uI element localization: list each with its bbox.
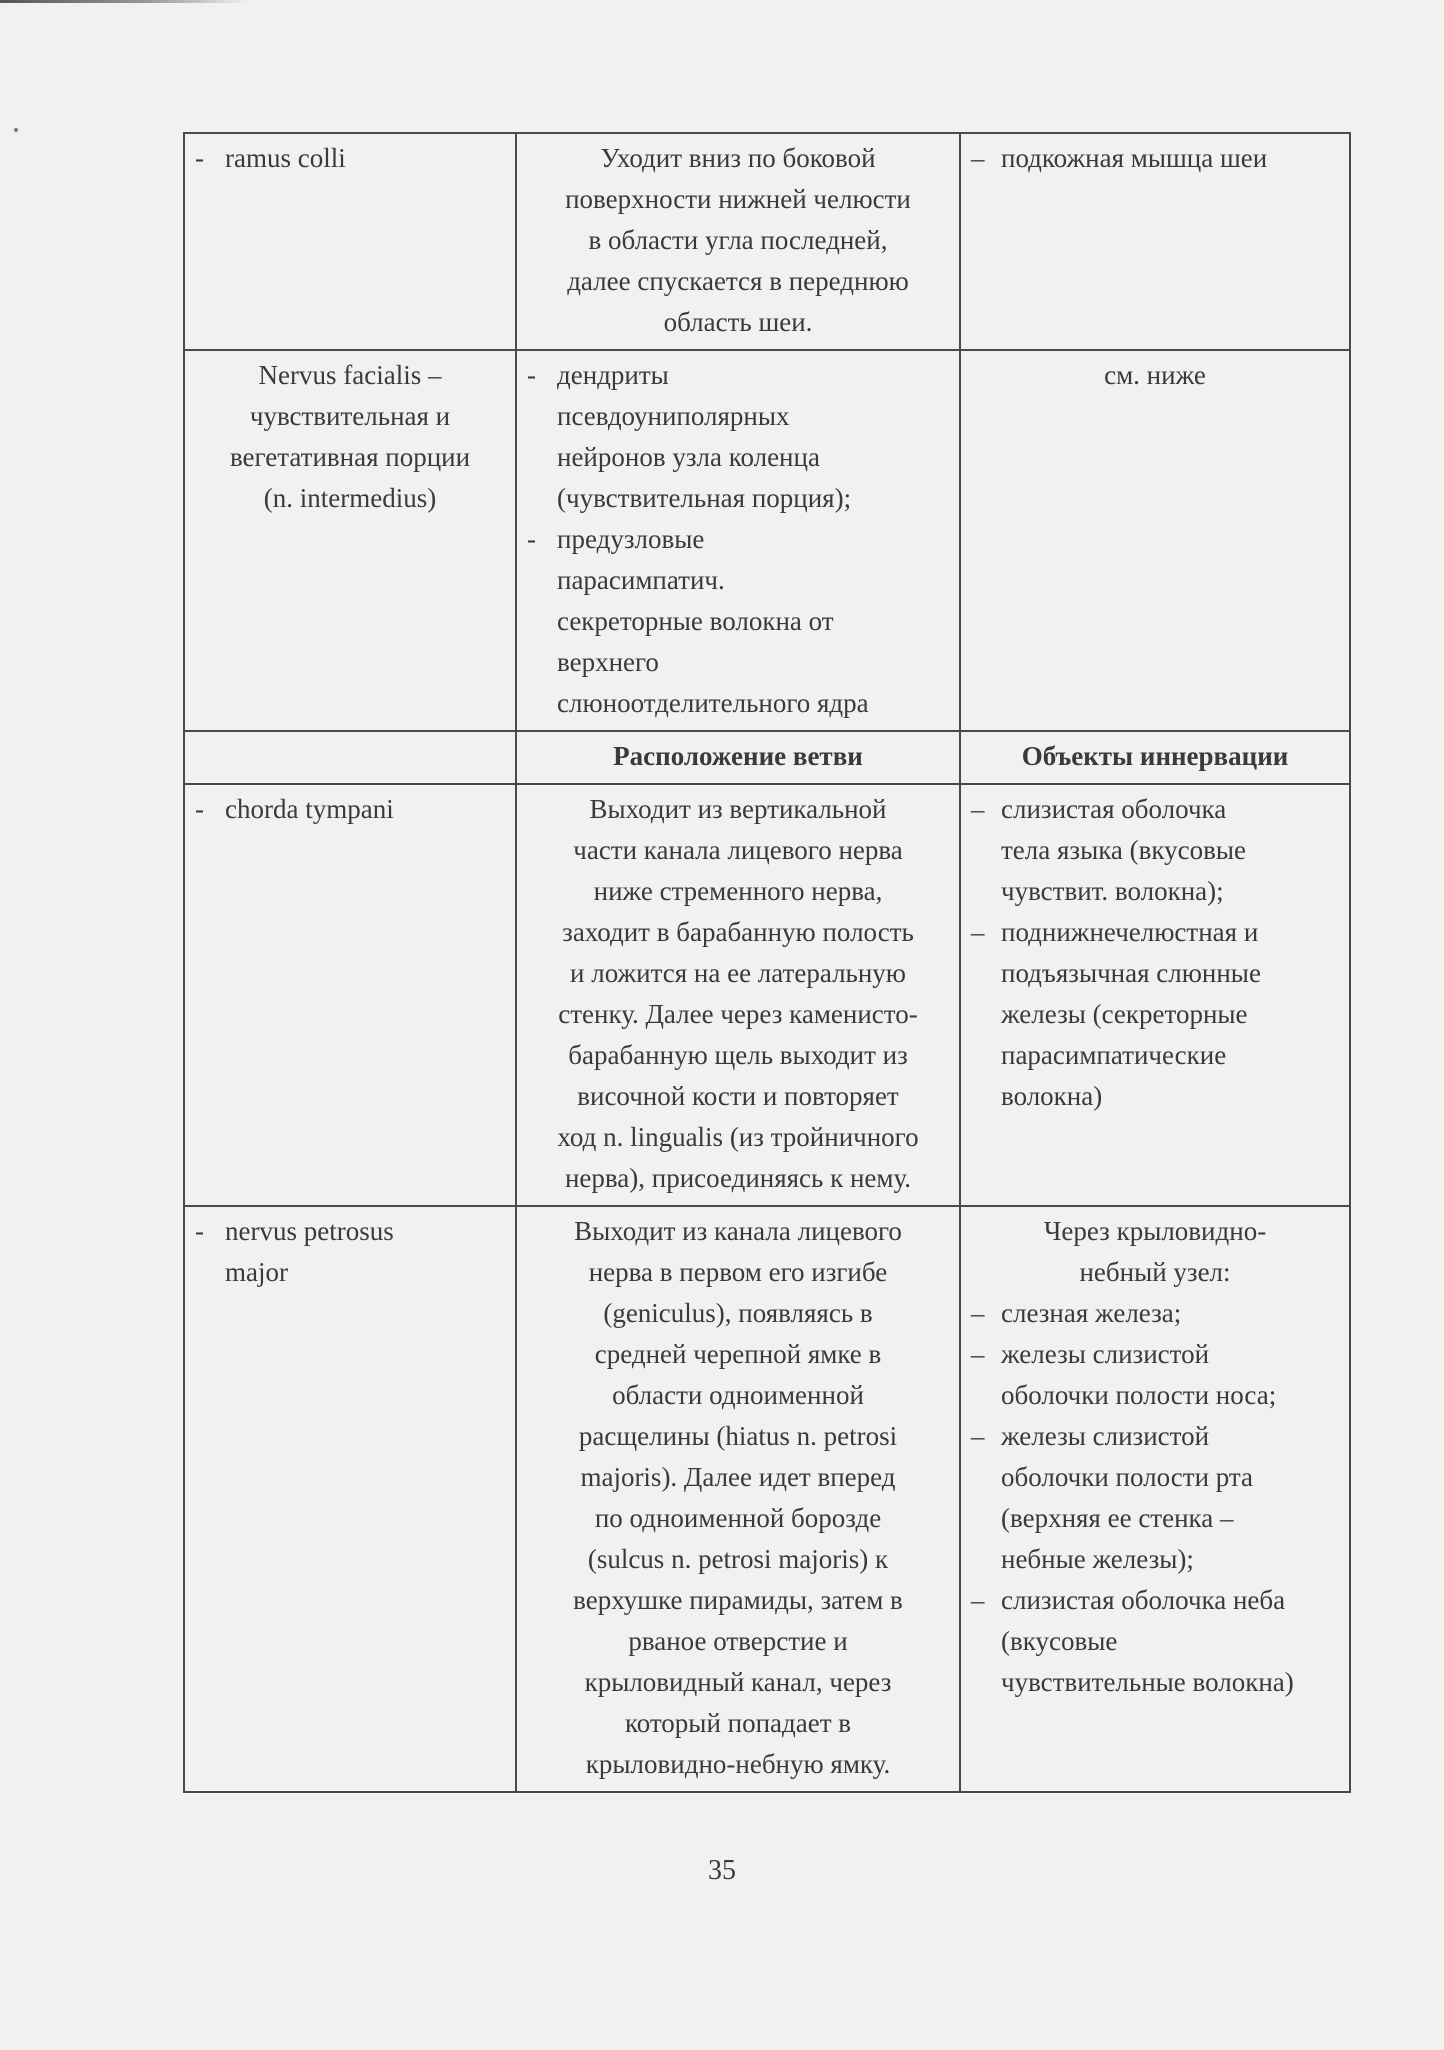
location-line: который попадает в bbox=[624, 1708, 852, 1738]
location-line: стенку. Далее через каменисто- bbox=[558, 999, 918, 1029]
list-item: - предузловые парасимпатич. секреторные волокна от верхнего слюноотделительного ядра bbox=[527, 519, 949, 724]
cell-nerve-name: - ramus colli bbox=[184, 133, 516, 350]
target-line: железы (секреторные bbox=[1001, 999, 1248, 1029]
cell-innervation-targets bbox=[960, 784, 1350, 1206]
table-row-nervus-petrosus-major bbox=[184, 1206, 1350, 1792]
location-line: ход n. lingualis (из тройничного bbox=[557, 1122, 919, 1152]
target-line: парасимпатические bbox=[1001, 1040, 1227, 1070]
table-row-nervus-facialis bbox=[184, 350, 1350, 731]
list-item: - дендриты псевдоуниполярных нейронов узла коленца (чувствительная порция); bbox=[527, 355, 949, 519]
location-line: Выходит из канала лицевого bbox=[574, 1216, 902, 1246]
fiber-line: верхнего bbox=[557, 647, 659, 677]
location-line: в области угла последней, bbox=[588, 225, 888, 255]
location-line: заходит в барабанную полость bbox=[562, 917, 914, 947]
nerve-name-line: nervus petrosus bbox=[225, 1216, 394, 1246]
nerve-name-line: чувствительная и bbox=[249, 401, 451, 431]
nerve-name-line: chorda tympani bbox=[225, 794, 394, 824]
location-line: нерва), присоединяясь к нему. bbox=[564, 1163, 912, 1193]
targets-intro-line: Через крыловидно- bbox=[1043, 1216, 1267, 1246]
cell-nerve-name bbox=[184, 350, 516, 731]
fiber-line: дендриты bbox=[557, 360, 669, 390]
targets-intro-line: небный узел: bbox=[1079, 1257, 1231, 1287]
cell-nerve-name: - chorda tympani bbox=[184, 784, 516, 1206]
table-header-row bbox=[184, 731, 1350, 784]
target-line: волокна) bbox=[1001, 1081, 1103, 1111]
target-line: железы слизистой bbox=[1001, 1421, 1210, 1451]
table-row-ramus-colli bbox=[184, 133, 1350, 350]
nerve-name-line: Nervus facialis – bbox=[258, 360, 442, 390]
nerve-name-line: (n. intermedius) bbox=[263, 483, 437, 513]
location-line: Выходит из вертикальной bbox=[589, 794, 887, 824]
target-line: тела языка (вкусовые bbox=[1001, 835, 1246, 865]
target-line: (верхняя ее стенка – bbox=[1001, 1503, 1234, 1533]
location-line: область шеи. bbox=[663, 307, 813, 337]
location-line: верхушке пирамиды, затем в bbox=[573, 1585, 903, 1615]
see-below-note: см. ниже bbox=[1104, 360, 1206, 390]
cell-nerve-name: - nervus petrosus major bbox=[184, 1206, 516, 1792]
table-row-chorda-tympani bbox=[184, 784, 1350, 1206]
location-line: majoris). Далее идет вперед bbox=[580, 1462, 896, 1492]
cell-innervation-targets: – подкожная мышца шеи bbox=[960, 133, 1350, 350]
nerve-name-line: major bbox=[225, 1257, 288, 1287]
location-line: поверхности нижней челюсти bbox=[565, 184, 911, 214]
fiber-line: псевдоуниполярных bbox=[557, 401, 790, 431]
location-line: по одноименной борозде bbox=[594, 1503, 882, 1533]
list-item: – железы слизистой оболочки полости носа; bbox=[971, 1334, 1339, 1416]
fiber-line: предузловые bbox=[557, 524, 705, 554]
target-line: слезная железа; bbox=[1001, 1298, 1182, 1328]
cell-innervation-targets bbox=[960, 1206, 1350, 1792]
fiber-line: слюноотделительного ядра bbox=[557, 688, 869, 718]
cell-fiber-composition bbox=[516, 350, 960, 731]
fiber-line: парасимпатич. bbox=[557, 565, 725, 595]
target-line: (вкусовые bbox=[1001, 1626, 1118, 1656]
target-line: поднижнечелюстная и bbox=[1001, 917, 1259, 947]
list-item: – слезная железа; bbox=[971, 1293, 1339, 1334]
list-item: – слизистая оболочка тела языка (вкусовые чувствит. волокна); bbox=[971, 789, 1339, 912]
location-line: барабанную щель выходит из bbox=[568, 1040, 908, 1070]
fiber-line: нейронов узла коленца bbox=[557, 442, 820, 472]
header-innervation-targets: Объекты иннервации bbox=[960, 731, 1350, 784]
target-line: оболочки полости носа; bbox=[1001, 1380, 1277, 1410]
fiber-line: секреторные волокна от bbox=[557, 606, 834, 636]
location-line: части канала лицевого нерва bbox=[573, 835, 903, 865]
target-line: чувствительные волокна) bbox=[1001, 1667, 1294, 1697]
page-number: 35 bbox=[708, 1855, 736, 1886]
list-item: – слизистая оболочка неба (вкусовые чувствительные волокна) bbox=[971, 1580, 1339, 1703]
location-line: крыловидный канал, через bbox=[584, 1667, 892, 1697]
nerve-name-line: вегетативная порции bbox=[229, 442, 471, 472]
cell-branch-location bbox=[516, 784, 960, 1206]
location-line: (sulcus n. petrosi majoris) к bbox=[587, 1544, 889, 1574]
target-line: железы слизистой bbox=[1001, 1339, 1210, 1369]
location-line: Уходит вниз по боковой bbox=[600, 143, 876, 173]
target-line: слизистая оболочка неба bbox=[1001, 1585, 1286, 1615]
cell-branch-location bbox=[516, 1206, 960, 1792]
location-line: крыловидно-небную ямку. bbox=[585, 1749, 891, 1779]
cell-branch-location bbox=[516, 133, 960, 350]
location-line: височной кости и повторяет bbox=[577, 1081, 899, 1111]
list-item: – железы слизистой оболочки полости рта (верхняя ее стенка – небные железы); bbox=[971, 1416, 1339, 1580]
scan-edge-mark bbox=[0, 0, 250, 3]
location-line: нерва в первом его изгибе bbox=[588, 1257, 888, 1287]
scan-speck bbox=[14, 128, 18, 132]
nerve-name-line: ramus colli bbox=[225, 143, 346, 173]
target-line: подъязычная слюнные bbox=[1001, 958, 1261, 988]
header-cell-empty bbox=[184, 731, 516, 784]
location-line: далее спускается в переднюю bbox=[567, 266, 909, 296]
nerve-branches-table bbox=[183, 132, 1351, 1793]
fiber-line: (чувствительная порция); bbox=[557, 483, 852, 513]
list-item: – поднижнечелюстная и подъязычная слюнные железы (секреторные парасимпатические волокна) bbox=[971, 912, 1339, 1117]
location-line: (geniculus), появляясь в bbox=[603, 1298, 873, 1328]
location-line: рваное отверстие и bbox=[628, 1626, 848, 1656]
location-line: ниже стременного нерва, bbox=[593, 876, 883, 906]
location-line: и ложится на ее латеральную bbox=[570, 958, 906, 988]
target-line: небные железы); bbox=[1001, 1544, 1194, 1574]
target-line: подкожная мышца шеи bbox=[1001, 143, 1268, 173]
target-line: слизистая оболочка bbox=[1001, 794, 1227, 824]
location-line: средней черепной ямке в bbox=[594, 1339, 882, 1369]
target-line: чувствит. волокна); bbox=[1001, 876, 1224, 906]
header-branch-location: Расположение ветви bbox=[516, 731, 960, 784]
location-line: области одноименной bbox=[612, 1380, 864, 1410]
target-line: оболочки полости рта bbox=[1001, 1462, 1254, 1492]
cell-innervation-targets bbox=[960, 350, 1350, 731]
location-line: расщелины (hiatus n. petrosi bbox=[578, 1421, 898, 1451]
